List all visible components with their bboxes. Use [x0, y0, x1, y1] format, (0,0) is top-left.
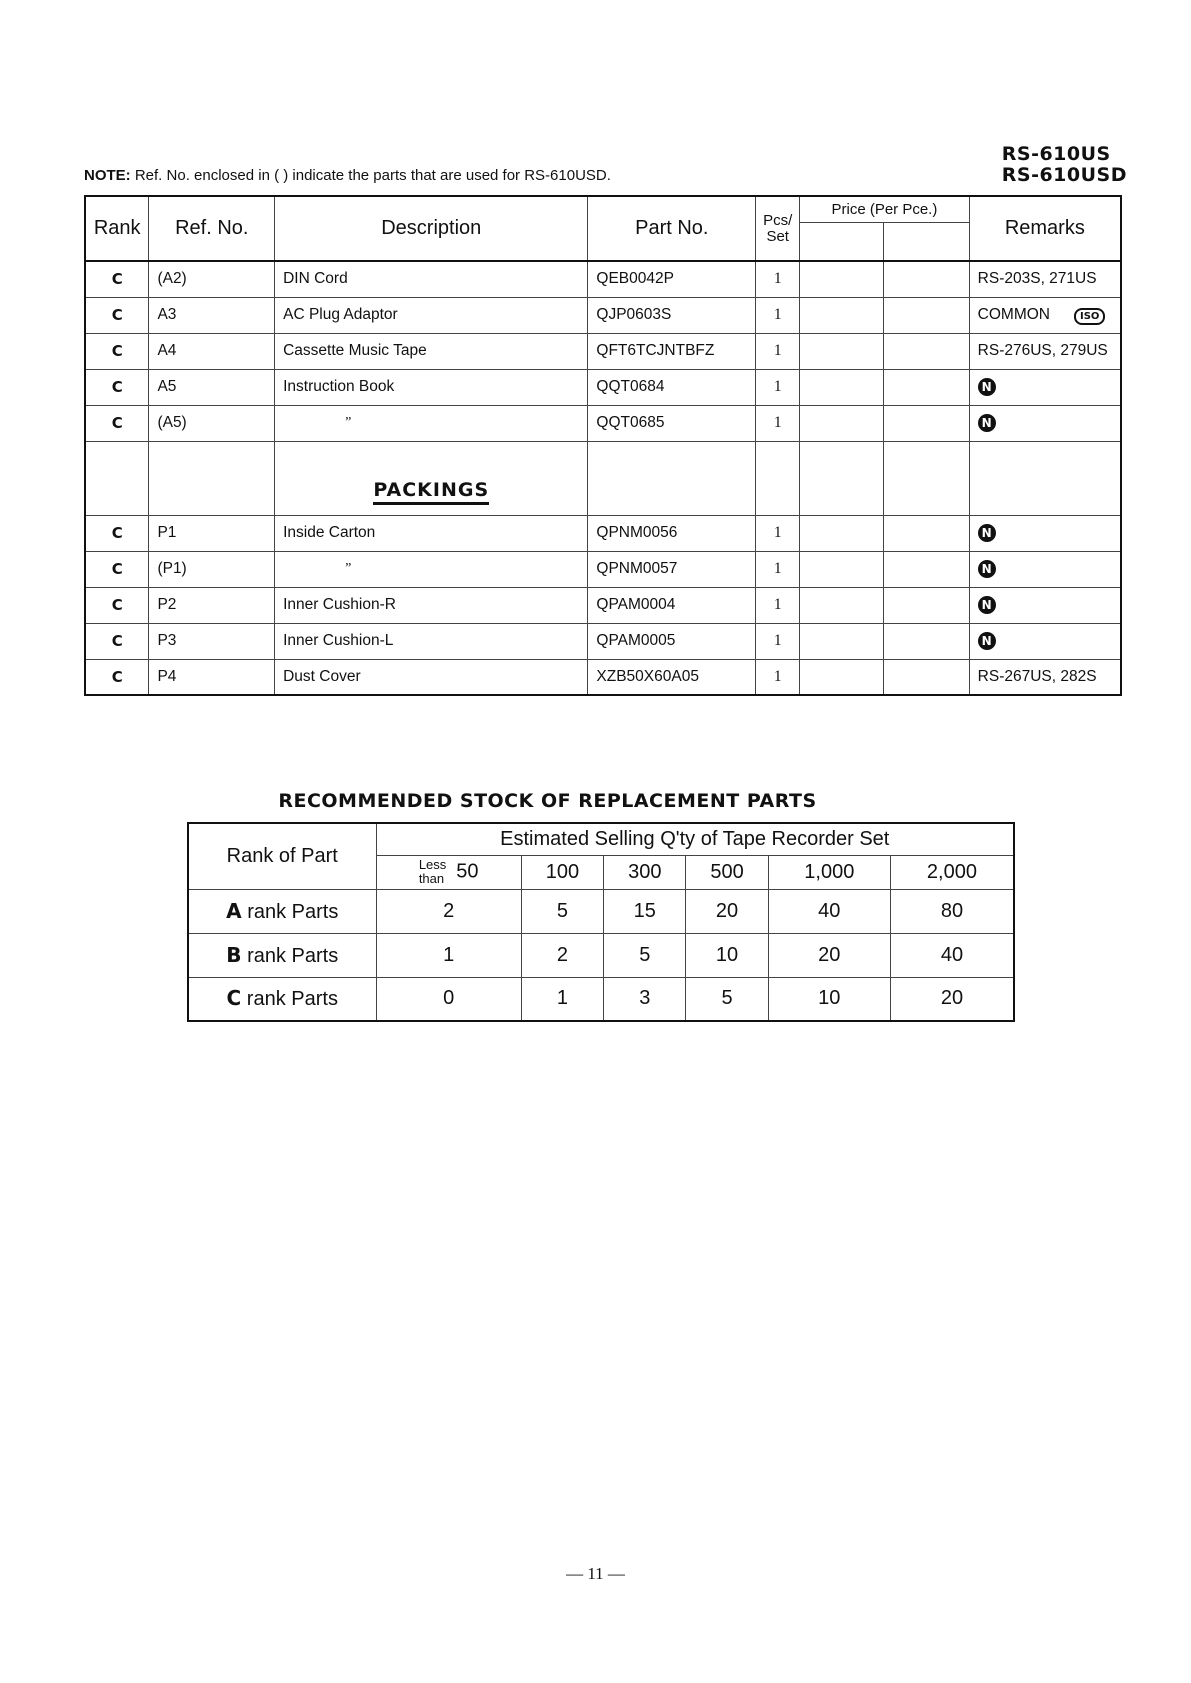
- stock-value: 40: [768, 889, 890, 933]
- part-no-cell: QQT0685: [588, 405, 756, 441]
- description-cell: Inside Carton: [275, 515, 588, 551]
- remarks-cell: [969, 623, 1121, 659]
- stock-value: 5: [521, 889, 603, 933]
- stock-row: [188, 933, 1014, 977]
- rank-cell: C: [85, 261, 149, 297]
- part-no-cell: XZB50X60A05: [588, 659, 756, 695]
- pcs-cell: 1: [756, 515, 800, 551]
- stock-title: RECOMMENDED STOCK OF REPLACEMENT PARTS: [278, 790, 817, 812]
- part-no-cell: QPAM0004: [588, 587, 756, 623]
- new-part-icon: N: [978, 378, 996, 396]
- price-cell: [883, 587, 969, 623]
- qty-cell: 300: [604, 855, 686, 889]
- new-part-icon: N: [978, 632, 996, 650]
- col-price-label: Price (Per Pce.): [800, 197, 969, 223]
- parts-header-row: [85, 196, 1121, 261]
- ref-cell: P2: [149, 587, 275, 623]
- rank-of-part-header: Rank of Part: [188, 823, 376, 889]
- stock-value: 20: [890, 977, 1014, 1021]
- page-number: — 11 —: [566, 1564, 625, 1583]
- model-number: RS-610USD: [1001, 164, 1127, 186]
- price-cell: [883, 659, 969, 695]
- stock-value: 40: [890, 933, 1014, 977]
- price-cell: [883, 551, 969, 587]
- rank-cell: C: [85, 369, 149, 405]
- note-text: Ref. No. enclosed in ( ) indicate the parts that are used for RS-610USD.: [134, 167, 611, 184]
- price-cell: [800, 405, 884, 441]
- ref-cell: A4: [149, 333, 275, 369]
- description-cell: Dust Cover: [275, 659, 588, 695]
- price-cell: [883, 333, 969, 369]
- section-title: PACKINGS: [373, 479, 489, 505]
- part-no-cell: QPNM0057: [588, 551, 756, 587]
- ref-cell: P3: [149, 623, 275, 659]
- rank-letter: B: [226, 942, 242, 967]
- description-cell: Cassette Music Tape: [275, 333, 588, 369]
- rank-suffix: rank Parts: [247, 944, 339, 967]
- rank-suffix: rank Parts: [246, 988, 338, 1011]
- price-cell: [883, 623, 969, 659]
- table-row: [85, 623, 1121, 659]
- qty-value: 50: [456, 860, 479, 883]
- rank-label-cell: [188, 889, 376, 933]
- col-pcs-line1: Pcs/: [763, 211, 793, 229]
- remarks-cell: [969, 515, 1121, 551]
- price-cell: [883, 405, 969, 441]
- pcs-cell: 1: [756, 405, 800, 441]
- stock-row: [188, 977, 1014, 1021]
- estimate-header: Estimated Selling Q'ty of Tape Recorder Set: [376, 823, 1014, 855]
- parts-table: [84, 195, 1122, 696]
- pcs-cell: 1: [756, 587, 800, 623]
- pcs-cell: 1: [756, 551, 800, 587]
- part-no-cell: QJP0603S: [588, 297, 756, 333]
- table-row: [85, 587, 1121, 623]
- stock-value: 15: [604, 889, 686, 933]
- remarks-cell: [969, 369, 1121, 405]
- table-row: [85, 515, 1121, 551]
- price-cell: [800, 333, 884, 369]
- section-row: [85, 441, 1121, 515]
- description-cell: ”: [275, 405, 588, 441]
- price-cell: [800, 587, 884, 623]
- description-cell: AC Plug Adaptor: [275, 297, 588, 333]
- rank-letter: C: [226, 986, 242, 1011]
- rank-label-cell: [188, 933, 376, 977]
- remarks-cell: RS-276US, 279US: [969, 333, 1121, 369]
- col-remarks: Remarks: [969, 196, 1121, 261]
- model-number: RS-610US: [1001, 143, 1111, 165]
- part-no-cell: QFT6TCJNTBFZ: [588, 333, 756, 369]
- pcs-cell: 1: [756, 261, 800, 297]
- stock-row: [188, 889, 1014, 933]
- part-no-cell: QQT0684: [588, 369, 756, 405]
- remarks-text: COMMON: [977, 305, 1050, 323]
- price-cell: [883, 297, 969, 333]
- than-label: than: [418, 871, 445, 886]
- new-part-icon: N: [978, 524, 996, 542]
- stock-table: [187, 822, 1015, 1022]
- table-row: [85, 405, 1121, 441]
- col-pcs: [756, 196, 800, 261]
- ref-cell: (P1): [149, 551, 275, 587]
- col-price: [800, 196, 970, 261]
- rank-cell: C: [85, 405, 149, 441]
- price-cell: [800, 659, 884, 695]
- ref-cell: P1: [149, 515, 275, 551]
- new-part-icon: N: [978, 414, 996, 432]
- stock-value: 2: [521, 933, 603, 977]
- table-row: [85, 659, 1121, 695]
- stock-value: 1: [376, 933, 521, 977]
- stock-value: 1: [521, 977, 603, 1021]
- remarks-cell: RS-203S, 271US: [969, 261, 1121, 297]
- price-cell: [883, 261, 969, 297]
- part-no-cell: QPAM0005: [588, 623, 756, 659]
- description-cell: DIN Cord: [275, 261, 588, 297]
- table-row: [85, 261, 1121, 297]
- col-description: Description: [275, 196, 588, 261]
- description-cell: Inner Cushion-L: [275, 623, 588, 659]
- rank-label-cell: [188, 977, 376, 1021]
- pcs-cell: 1: [756, 297, 800, 333]
- price-cell: [800, 551, 884, 587]
- new-part-icon: N: [978, 596, 996, 614]
- rank-letter: A: [226, 898, 242, 923]
- part-no-cell: QPNM0056: [588, 515, 756, 551]
- less-than-label: [419, 858, 446, 886]
- ref-cell: (A2): [149, 261, 275, 297]
- rank-cell: C: [85, 297, 149, 333]
- price-cell: [800, 369, 884, 405]
- stock-value: 3: [604, 977, 686, 1021]
- table-row: [85, 369, 1121, 405]
- rank-cell: C: [85, 587, 149, 623]
- col-part-no: Part No.: [588, 196, 756, 261]
- rank-cell: C: [85, 551, 149, 587]
- ref-cell: A5: [149, 369, 275, 405]
- stock-value: 20: [686, 889, 768, 933]
- note: [84, 167, 611, 184]
- rank-suffix: rank Parts: [247, 900, 339, 923]
- stock-value: 2: [376, 889, 521, 933]
- qty-cell: 500: [686, 855, 768, 889]
- rank-cell: C: [85, 515, 149, 551]
- pcs-cell: 1: [756, 333, 800, 369]
- description-cell: ”: [275, 551, 588, 587]
- stock-value: 80: [890, 889, 1014, 933]
- col-pcs-line2: Set: [766, 227, 789, 245]
- price-cell: [800, 261, 884, 297]
- remarks-cell: [969, 405, 1121, 441]
- ref-cell: A3: [149, 297, 275, 333]
- remarks-cell: [969, 587, 1121, 623]
- remarks-cell: [969, 551, 1121, 587]
- stock-value: 0: [376, 977, 521, 1021]
- col-ref: Ref. No.: [149, 196, 275, 261]
- pcs-cell: 1: [756, 369, 800, 405]
- price-cell: [883, 369, 969, 405]
- qty-cell: [376, 855, 521, 889]
- remarks-cell: RS-267US, 282S: [969, 659, 1121, 695]
- stock-value: 20: [768, 933, 890, 977]
- stock-value: 5: [686, 977, 768, 1021]
- rank-cell: C: [85, 659, 149, 695]
- ref-cell: (A5): [149, 405, 275, 441]
- new-part-icon: N: [978, 560, 996, 578]
- qty-cell: 100: [521, 855, 603, 889]
- stock-value: 10: [768, 977, 890, 1021]
- description-cell: Inner Cushion-R: [275, 587, 588, 623]
- stock-value: 5: [604, 933, 686, 977]
- rank-cell: C: [85, 623, 149, 659]
- table-row: [85, 551, 1121, 587]
- less-label: Less: [418, 857, 447, 872]
- iso-mark-icon: ISO: [1074, 308, 1105, 325]
- rank-cell: C: [85, 333, 149, 369]
- qty-cell: 2,000: [890, 855, 1014, 889]
- col-rank: Rank: [85, 196, 149, 261]
- price-cell: [800, 297, 884, 333]
- table-row: [85, 297, 1121, 333]
- model-numbers: [1002, 144, 1127, 186]
- pcs-cell: 1: [756, 623, 800, 659]
- description-cell: Instruction Book: [275, 369, 588, 405]
- price-cell: [800, 623, 884, 659]
- remarks-cell: [969, 297, 1121, 333]
- table-row: [85, 333, 1121, 369]
- ref-cell: P4: [149, 659, 275, 695]
- note-label: NOTE:: [84, 167, 131, 184]
- stock-value: 10: [686, 933, 768, 977]
- price-cell: [800, 515, 884, 551]
- qty-cell: 1,000: [768, 855, 890, 889]
- part-no-cell: QEB0042P: [588, 261, 756, 297]
- price-cell: [883, 515, 969, 551]
- pcs-cell: 1: [756, 659, 800, 695]
